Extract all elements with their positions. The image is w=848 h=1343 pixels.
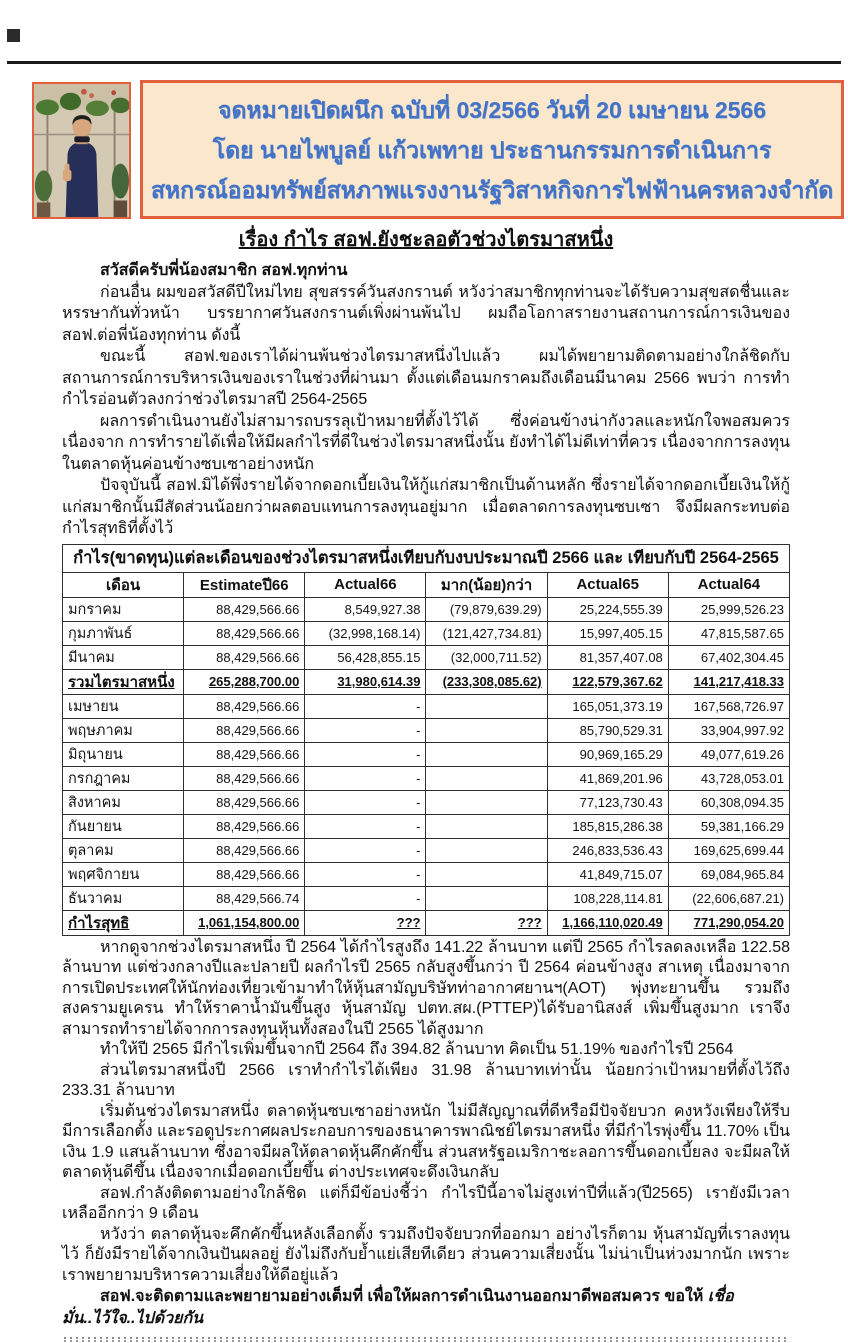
table-cell: กันยายน	[63, 814, 184, 838]
table-cell: 49,077,619.26	[668, 742, 789, 766]
table-cell: 85,790,529.31	[547, 718, 668, 742]
table-cell: 8,549,927.38	[305, 597, 426, 621]
table-cell	[426, 718, 547, 742]
table-row	[63, 694, 790, 718]
table-cell: 771,290,054.20	[668, 910, 789, 935]
table-row	[63, 838, 790, 862]
table-row	[63, 621, 790, 645]
column-header-actual66: Actual66	[305, 572, 426, 597]
table-cell: 185,815,286.38	[547, 814, 668, 838]
table-cell: 141,217,418.33	[668, 669, 789, 694]
table-cell: กรกฎาคม	[63, 766, 184, 790]
document-body	[62, 228, 790, 1343]
column-header-month: เดือน	[63, 572, 184, 597]
table-row	[63, 814, 790, 838]
table-cell: -	[305, 766, 426, 790]
table-header-row	[63, 572, 790, 597]
table-cell: 1,061,154,800.00	[184, 910, 305, 935]
table-cell	[426, 814, 547, 838]
table-cell: (121,427,734.81)	[426, 621, 547, 645]
paragraph: สวัสดีครับพี่น้องสมาชิก สอฟ.ทุกท่าน	[100, 262, 348, 279]
table-cell: 25,999,526.23	[668, 597, 789, 621]
table-cell: 246,833,536.43	[547, 838, 668, 862]
table-cell: 25,224,555.39	[547, 597, 668, 621]
table-cell: 167,568,726.97	[668, 694, 789, 718]
chairman-photo-art	[34, 84, 129, 217]
table-cell: มกราคม	[63, 597, 184, 621]
table-cell: 41,869,201.96	[547, 766, 668, 790]
bottom-ornament-divider	[62, 1336, 790, 1343]
table-cell: 122,579,367.62	[547, 669, 668, 694]
table-cell: (32,000,711.52)	[426, 645, 547, 669]
table-cell: สิงหาคม	[63, 790, 184, 814]
table-cell: 59,381,166.29	[668, 814, 789, 838]
table-cell: 88,429,566.66	[184, 742, 305, 766]
table-cell: 88,429,566.66	[184, 597, 305, 621]
table-cell: รวมไตรมาสหนึ่ง	[63, 669, 184, 694]
table-cell: (233,308,085.62)	[426, 669, 547, 694]
table-cell: 81,357,407.08	[547, 645, 668, 669]
table-cell: 90,969,165.29	[547, 742, 668, 766]
top-horizontal-rule	[7, 61, 841, 64]
table-cell: -	[305, 694, 426, 718]
table-cell: 88,429,566.66	[184, 718, 305, 742]
paragraph: ปัจจุบันนี้ สอฟ.มิได้พึ่งรายได้จากดอกเบี้ยเงินให้กู้แก่สมาชิกเป็นด้านหลัก ซึ่งรายได้จากดอกเบี้ยเงินให้กู้แก่สมาชิกนั้นมีสัดส่วนน้อยกว่าผลตอบแทนการลงทุนอยู่มาก เมื่อตลาดการลงทุนซบเซา จึงมีผลกระทบต่อกำไรสุทธิที่ตั้งไว้	[62, 477, 790, 537]
table-cell: 88,429,566.66	[184, 862, 305, 886]
table-cell: 47,815,587.65	[668, 621, 789, 645]
table-row	[63, 862, 790, 886]
table-cell: (79,879,639.29)	[426, 597, 547, 621]
intro-paragraphs	[62, 260, 790, 540]
column-header-estimate: Estimateปี66	[184, 572, 305, 597]
table-cell	[426, 838, 547, 862]
table-cell: มิถุนายน	[63, 742, 184, 766]
table-cell: 88,429,566.66	[184, 621, 305, 645]
letterhead-line-2: โดย นายไพบูลย์ แก้วเพทาย ประธานกรรมการดำเนินการ	[212, 136, 772, 163]
paragraph: หากดูจากช่วงไตรมาสหนึ่ง ปี 2564 ได้กำไรสูงถึง 141.22 ล้านบาท แต่ปี 2565 กำไรลดลงเหลือ 122.58 ล้านบาท แต่ช่วงกลางปีและปลายปี ผลกำไรปี 2565 กลับสูงขึ้นกว่า ปี 2564 ค่อนข้างสูง สาเหตุ เนื่องมาจาก การเปิดประเทศให้นักท่องเที่ยวเข้ามาทำให้หุ้นสามัญบริษัทท่าอากาศยานฯ(AOT) พุ่งทะยานขึ้น รวมถึงสงครามยูเครน ทำให้ราคาน้ำมันขึ้นสูง หุ้นสามัญ ปตท.สผ.(PTTEP)ได้รับอานิสงส์ เพิ่มขึ้นสูงมาก เราจึงสามารถทำรายได้จากการลงทุนหุ้นทั้งสองในปี 2565 ได้สูงมาก	[62, 938, 790, 1038]
letterhead-line-3: สหกรณ์ออมทรัพย์สหภาพแรงงานรัฐวิสาหกิจการไฟฟ้านครหลวงจำกัด	[150, 176, 834, 203]
scan-corner-mark	[7, 29, 20, 42]
letterhead-box	[140, 80, 844, 219]
table-cell: 88,429,566.66	[184, 694, 305, 718]
table-cell: 265,288,700.00	[184, 669, 305, 694]
closing-line	[62, 1286, 790, 1330]
table-row	[63, 766, 790, 790]
table-row	[63, 645, 790, 669]
table-cell: ???	[426, 910, 547, 935]
table-cell: 56,428,855.15	[305, 645, 426, 669]
table-cell: 69,084,965.84	[668, 862, 789, 886]
table-cell: 108,228,114.81	[547, 886, 668, 910]
table-cell: -	[305, 742, 426, 766]
table-cell: -	[305, 790, 426, 814]
table-cell: (22,606,687.21)	[668, 886, 789, 910]
outro-paragraphs	[62, 938, 790, 1287]
table-cell: พฤศจิกายน	[63, 862, 184, 886]
table-title-row	[63, 544, 790, 572]
table-row	[63, 718, 790, 742]
table-cell: 33,904,997.92	[668, 718, 789, 742]
table-row	[63, 910, 790, 935]
paragraph: เริ่มต้นช่วงไตรมาสหนึ่ง ตลาดหุ้นซบเซาอย่างหนัก ไม่มีสัญญาณที่ดีหรือมีปัจจัยบวก คงหวังเพียงให้รีบมีการเลือกตั้ง และรอดูประกาศผลประกอบการของธนาคารพาณิชย์ไตรมาสหนึ่ง ที่มีกำไรพุ่งขึ้น 11.70% เป็นเงิน 1.9 แสนล้านบาท ซึ่งอาจมีผลให้ตลาดหุ้นคึกคักขึ้น ส่วนสหรัฐอเมริกาชะลอการขึ้นดอกเบี้ยลง จะมีผลให้ตลาดหุ้นดีขึ้น เนื่องจากเมื่อดอกเบี้ยขึ้น ต่างประเทศจะดึงเงินกลับ	[62, 1102, 790, 1181]
paragraph: ส่วนไตรมาสหนึ่งปี 2566 เราทำกำไรได้เพียง 31.98 ล้านบาทเท่านั้น น้อยกว่าเป้าหมายที่ตั้งไว้ถึง 233.31 ล้านบาท	[62, 1061, 790, 1099]
chairman-photo	[32, 82, 131, 219]
table-cell: 43,728,053.01	[668, 766, 789, 790]
column-header-variance: มาก(น้อย)กว่า	[426, 572, 547, 597]
table-cell: -	[305, 862, 426, 886]
column-header-actual65: Actual65	[547, 572, 668, 597]
table-cell: -	[305, 718, 426, 742]
table-row	[63, 597, 790, 621]
table-cell: (32,998,168.14)	[305, 621, 426, 645]
table-cell: 41,849,715.07	[547, 862, 668, 886]
table-cell: เมษายน	[63, 694, 184, 718]
paragraph: ขณะนี้ สอฟ.ของเราได้ผ่านพ้นช่วงไตรมาสหนึ่งไปแล้ว ผมได้พยายามติดตามอย่างใกล้ชิดกับสถานการณ์การบริหารเงินของเราในช่วงที่ผ่านมา ตั้งแต่เดือนมกราคมถึงเดือนมีนาคม 2566 พบว่า การทำกำไรอ่อนตัวลงกว่าช่วงไตรมาสปี 2564-2565	[62, 348, 790, 408]
paragraph: ทำให้ปี 2565 มีกำไรเพิ่มขึ้นจากปี 2564 ถึง 394.82 ล้านบาท คิดเป็น 51.19% ของกำไรปี 2564	[100, 1041, 734, 1058]
table-cell	[426, 766, 547, 790]
table-cell: 15,997,405.15	[547, 621, 668, 645]
table-cell: -	[305, 886, 426, 910]
table-cell: -	[305, 838, 426, 862]
table-cell: มีนาคม	[63, 645, 184, 669]
table-cell: 88,429,566.66	[184, 814, 305, 838]
table-title: กำไร(ขาดทุน)แต่ละเดือนของช่วงไตรมาสหนึ่งเทียบกับงบประมาณปี 2566 และ เทียบกับปี 2564-2565	[63, 544, 790, 572]
paragraph: ก่อนอื่น ผมขอสวัสดีปีใหม่ไทย สุขสรรค์วันสงกรานต์ หวังว่าสมาชิกทุกท่านจะได้รับความสุขสดชื่นและหรรษากันทั่วหน้า บรรยากาศวันสงกรานต์เพิ่งผ่านพ้นไป ผมถือโอกาสรายงานสถานการณ์การเงินของ สอฟ.ต่อพี่น้องทุกท่าน ดังนี้	[62, 283, 790, 344]
table-cell	[426, 862, 547, 886]
paragraph: หวังว่า ตลาดหุ้นจะคึกคักขึ้นหลังเลือกตั้ง รวมถึงปัจจัยบวกที่ออกมา อย่างไรก็ตาม หุ้นสามัญที่เราลงทุนไว้ ก็ยังมีรายได้จากเงินปันผลอยู่ ยังไม่ถึงกับย้ำแย่เสียทีเดียว ส่วนความเสี่ยงนั้น ไม่น่าเป็นห่วงมากนัก เพราะเราพยายามบริหารความเสี่ยงให้ดีอยู่แล้ว	[62, 1225, 790, 1284]
table-body	[63, 597, 790, 935]
table-cell: 88,429,566.66	[184, 790, 305, 814]
letterhead-line-1: จดหมายเปิดผนึก ฉบับที่ 03/2566 วันที่ 20 เมษายน 2566	[217, 96, 766, 123]
table-cell: 169,625,699.44	[668, 838, 789, 862]
table-row	[63, 742, 790, 766]
table-cell: ???	[305, 910, 426, 935]
table-cell: 60,308,094.35	[668, 790, 789, 814]
table-row	[63, 669, 790, 694]
table-cell: พฤษภาคม	[63, 718, 184, 742]
table-cell: 31,980,614.39	[305, 669, 426, 694]
paragraph: สอฟ.กำลังติดตามอย่างใกล้ชิด แต่ก็มีข้อบ่งชี้ว่า กำไรปีนี้อาจไม่สูงเท่าปีที่แล้ว(ปี2565) เรายังมีเวลาเหลืออีกกว่า 9 เดือน	[62, 1184, 790, 1222]
table-cell: 67,402,304.45	[668, 645, 789, 669]
table-cell: กุมภาพันธ์	[63, 621, 184, 645]
table-cell	[426, 790, 547, 814]
closing-main-text: สอฟ.จะติดตามและพยายามอย่างเต็มที่ เพื่อให้ผลการดำเนินงานออกมาดีพอสมควร ขอให้	[100, 1288, 708, 1305]
table-cell: -	[305, 814, 426, 838]
table-cell: 88,429,566.66	[184, 838, 305, 862]
table-row	[63, 790, 790, 814]
table-cell: 165,051,373.19	[547, 694, 668, 718]
table-cell: กำไรสุทธิ	[63, 910, 184, 935]
closing-emphasis-text: เชื่อมั่น..ไว้ใจ..ไปด้วยกัน	[62, 1288, 734, 1327]
table-cell: 88,429,566.66	[184, 766, 305, 790]
table-cell: 77,123,730.43	[547, 790, 668, 814]
table-row	[63, 886, 790, 910]
table-cell	[426, 886, 547, 910]
document-title: เรื่อง กำไร สอฟ.ยังชะลอตัวช่วงไตรมาสหนึ่ง	[238, 229, 614, 251]
table-cell	[426, 694, 547, 718]
column-header-actual64: Actual64	[668, 572, 789, 597]
table-cell: 88,429,566.74	[184, 886, 305, 910]
paragraph: ผลการดำเนินงานยังไม่สามารถบรรลุเป้าหมายที่ตั้งไว้ได้ ซึ่งค่อนข้างน่ากังวลและหนักใจพอสมควร เนื่องจาก การทำรายได้เพื่อให้มีผลกำไรที่ดีในช่วงไตรมาสหนึ่งนั้น ยังทำได้ไม่ดีเท่าที่ควร เนื่องจากการลงทุนในตลาดหุ้นค่อนข้างซบเซาอย่างหนัก	[62, 412, 790, 473]
table-cell: 88,429,566.66	[184, 645, 305, 669]
profit-table	[62, 544, 790, 936]
table-cell: ธันวาคม	[63, 886, 184, 910]
table-cell: 1,166,110,020.49	[547, 910, 668, 935]
table-cell: ตุลาคม	[63, 838, 184, 862]
table-cell	[426, 742, 547, 766]
